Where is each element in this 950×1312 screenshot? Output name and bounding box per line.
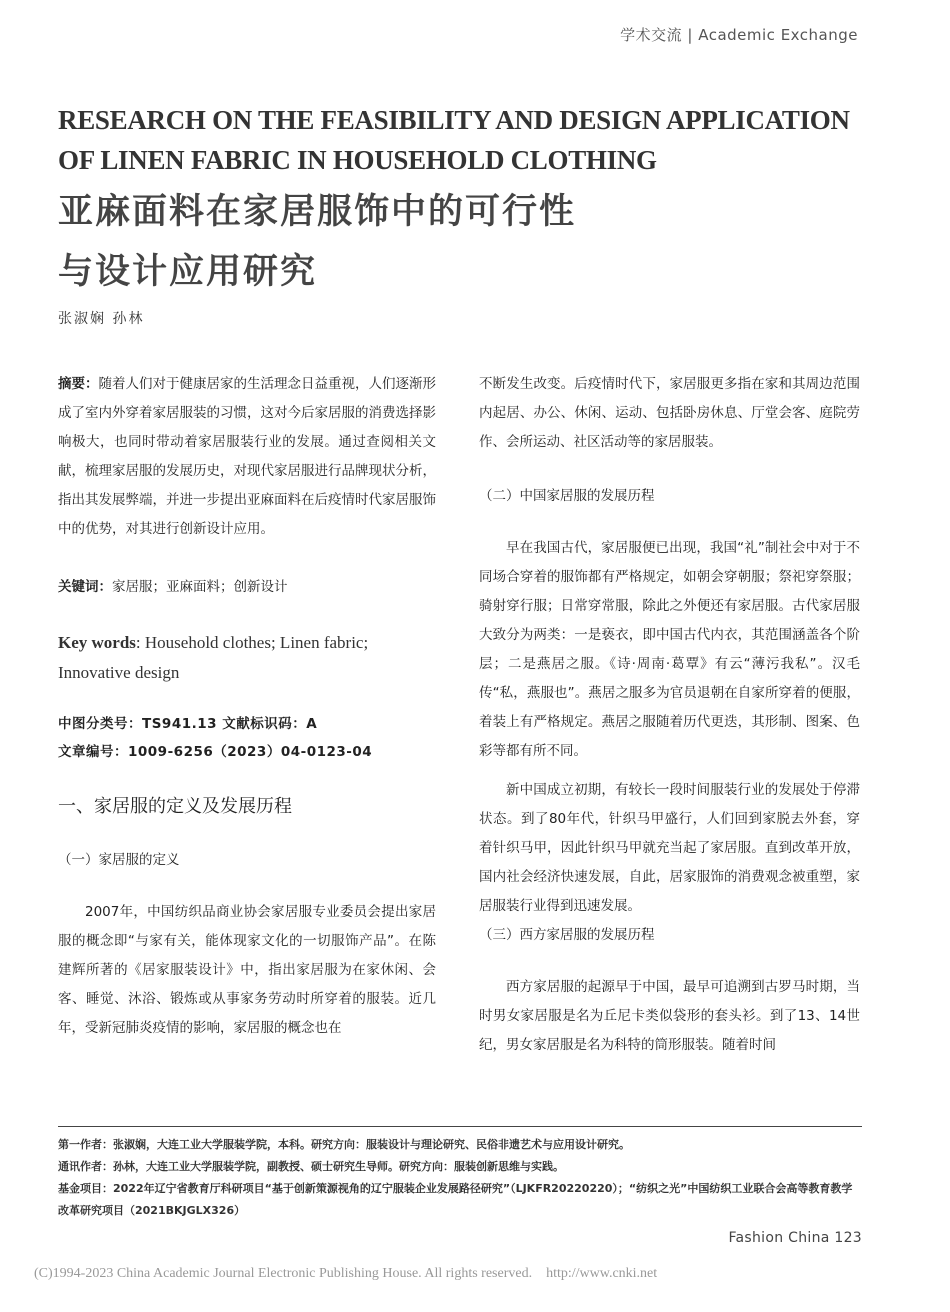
subsection-1-paragraph: 2007年，中国纺织品商业协会家居服专业委员会提出家居服的概念即“与家有关，能体现家文化的一切服饰产品”。在陈建辉所著的《居家服装设计》中，指出家居服为在家休闲、会客、睡觉、沐浴、锻炼或从事家务劳动时所穿着的服装。近几年，受新冠肺炎疫情的影响，家居服的概念也在: [58, 904, 436, 1036]
chinese-title-line-1: 亚麻面料在家居服饰中的可行性: [58, 192, 577, 232]
footnote-corresponding-author: 通讯作者：孙林，大连工业大学服装学院，副教授、硕士研究生导师。研究方向：服装创新思维与实践。: [58, 1160, 564, 1173]
keywords-en: [58, 628, 436, 688]
continued-paragraph: 不断发生改变。后疫情时代下，家居服更多指在家和其周边范围内起居、办公、休闲、运动、包括卧房休息、厅堂会客、庭院劳作、会所运动、社区活动等的家居服装。: [479, 376, 860, 450]
classification-line-1: 中图分类号：TS941.13 文献标识码：A: [58, 716, 318, 732]
english-title-line-2: OF LINEN FABRIC IN HOUSEHOLD CLOTHING: [58, 145, 657, 175]
page-footer: Fashion China 123: [728, 1230, 862, 1246]
left-column: [58, 370, 436, 1043]
footnotes: [58, 1134, 862, 1222]
classification-info: [58, 710, 436, 766]
classification-line-2: 文章编号：1009-6256（2023）04-0123-04: [58, 744, 373, 760]
subsection-3-paragraph: 西方家居服的起源早于中国，最早可追溯到古罗马时期，当时男女家居服是名为丘尼卡类似袋形的套头衫。到了13、14世纪，男女家居服是名为科特的筒形服装。随着时间: [479, 979, 860, 1053]
keywords-en-label: Key words: [58, 633, 136, 652]
abstract: [58, 370, 436, 544]
subsection-2-paragraph-1: 早在我国古代，家居服便已出现，我国“礼”制社会中对于不同场合穿着的服饰都有严格规定，如朝会穿朝服；祭祀穿祭服；骑射穿行服；日常穿常服，除此之外便还有家居服。古代家居服大致分为两类：一是亵衣，即中国古代内衣，其范围涵盖各个阶层；二是燕居之服。《诗·周南·葛覃》有云“薄污我私”。汉毛传“私，燕服也”。燕居之服多为官员退朝在自家所穿着的便服，着装上有严格规定。燕居之服随着历代更迭，其形制、图案、色彩等都有所不同。: [479, 540, 860, 759]
keywords-en-text: : Household clothes; Linen fabric; Innovative design: [58, 633, 369, 682]
keywords-cn-label: 关键词：: [58, 579, 112, 595]
chinese-title: [58, 182, 758, 302]
subsection-3-heading: （三）西方家居服的发展历程: [479, 927, 655, 943]
keywords-cn-text: 家居服；亚麻面料；创新设计: [112, 579, 288, 595]
subsection-2-paragraph-2: 新中国成立初期，有较长一段时间服装行业的发展处于停滞状态。到了80年代，针织马甲盛行，人们回到家脱去外套，穿着针织马甲，因此针织马甲就充当起了家居服。直到改革开放，国内社会经济快速发展，自此，居家服饰的消费观念被重塑，家居服装行业得到迅速发展。: [479, 782, 860, 914]
subsection-1-heading: （一）家居服的定义: [58, 852, 180, 868]
abstract-text: 随着人们对于健康居家的生活理念日益重视，人们逐渐形成了室内外穿着家居服装的习惯，这对今后家居服的消费选择影响极大，也同时带动着家居服装行业的发展。通过查阅相关文献，梳理家居服的发展历史，对现代家居服进行品牌现状分析，指出其发展弊端，并进一步提出亚麻面料在后疫情时代家居服饰中的优势，对其进行创新设计应用。: [58, 376, 436, 537]
footnote-fund: 基金项目：2022年辽宁省教育厅科研项目“基于创新策源视角的辽宁服装企业发展路径研究”（LJKFR20220220）；“纺织之光”中国纺织工业联合会高等教育教学改革研究项目（2021BKJGLX326）: [58, 1182, 853, 1217]
right-column: [479, 370, 860, 1060]
english-title: [58, 100, 878, 180]
chinese-title-line-2: 与设计应用研究: [58, 252, 318, 292]
authors: 张淑娴 孙林: [58, 311, 145, 327]
copyright-notice: (C)1994-2023 China Academic Journal Electronic Publishing House. All rights reserved. http://www.cnki.net: [34, 1266, 658, 1281]
keywords-cn: [58, 573, 436, 602]
journal-section-label: 学术交流 | Academic Exchange: [620, 26, 858, 44]
section-1-heading: 一、家居服的定义及发展历程: [58, 796, 292, 817]
abstract-label: 摘要：: [58, 376, 99, 392]
english-title-line-1: RESEARCH ON THE FEASIBILITY AND DESIGN APPLICATION: [58, 105, 850, 135]
subsection-2-heading: （二）中国家居服的发展历程: [479, 488, 655, 504]
footnote-first-author: 第一作者：张淑娴，大连工业大学服装学院，本科。研究方向：服装设计与理论研究、民俗非遗艺术与应用设计研究。: [58, 1138, 630, 1151]
footnote-divider: [58, 1126, 862, 1127]
